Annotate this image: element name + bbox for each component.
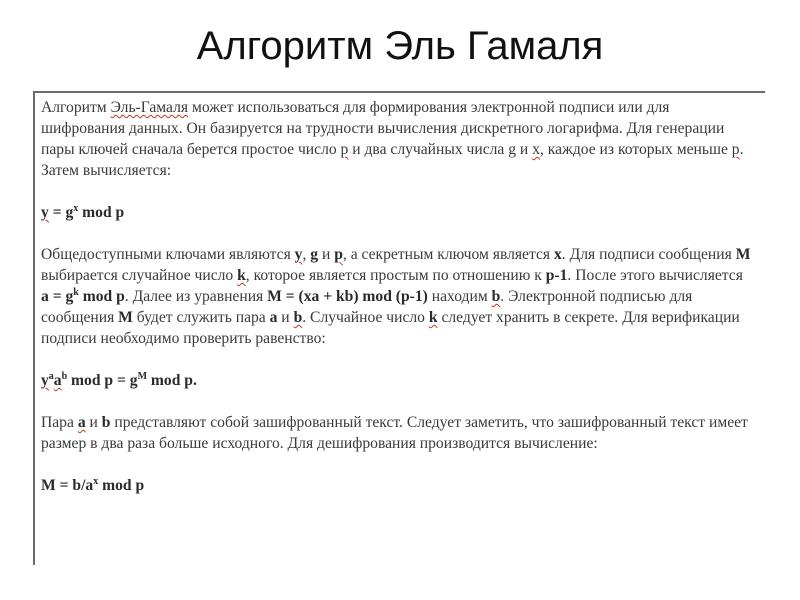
formula-public-key: $y = g^x$ mod p — [41, 202, 125, 221]
paragraph-signature: Общедоступными ключами являются y, g и p, а секретным ключом является x. Для подписи сообщения M выбирается случайное число k, которое является простым по отношению к p-1. После этого вычисляется $a = g^k$ mod p. Далее из уравнения M = (xa + kb) mod (p-1) находим b. Электронной подписью для сообщения M будет служить пара a и b. Случайное число k следует хранить в секрете. Для верификации подписи необходимо проверить равенство: — [41, 246, 751, 347]
formula-decryption: $M = b/a^x$ mod p — [41, 475, 145, 494]
paragraph-intro: Алгоритм Эль-Гамаля может использоваться для формирования электронной подписи или для шифрования данных. Он базируется на трудности вычисления дискретного логарифма. Для генерации пары ключей сначала берется простое число p и два случайных числа g и x, каждое из которых меньше p. Затем вычисляется: — [41, 99, 744, 179]
slide-title: Алгоритм Эль Гамаля — [196, 24, 604, 68]
document-excerpt — [33, 91, 765, 565]
formula-verification: $y^aa^b$ mod $p = g^M$ mod p. — [41, 370, 197, 389]
paragraph-encryption: Пара a и b представляют собой зашифрованный текст. Следует заметить, что зашифрованный текст имеет размер в два раза больше исходного. Для дешифрования производится вычисление: — [41, 414, 748, 452]
